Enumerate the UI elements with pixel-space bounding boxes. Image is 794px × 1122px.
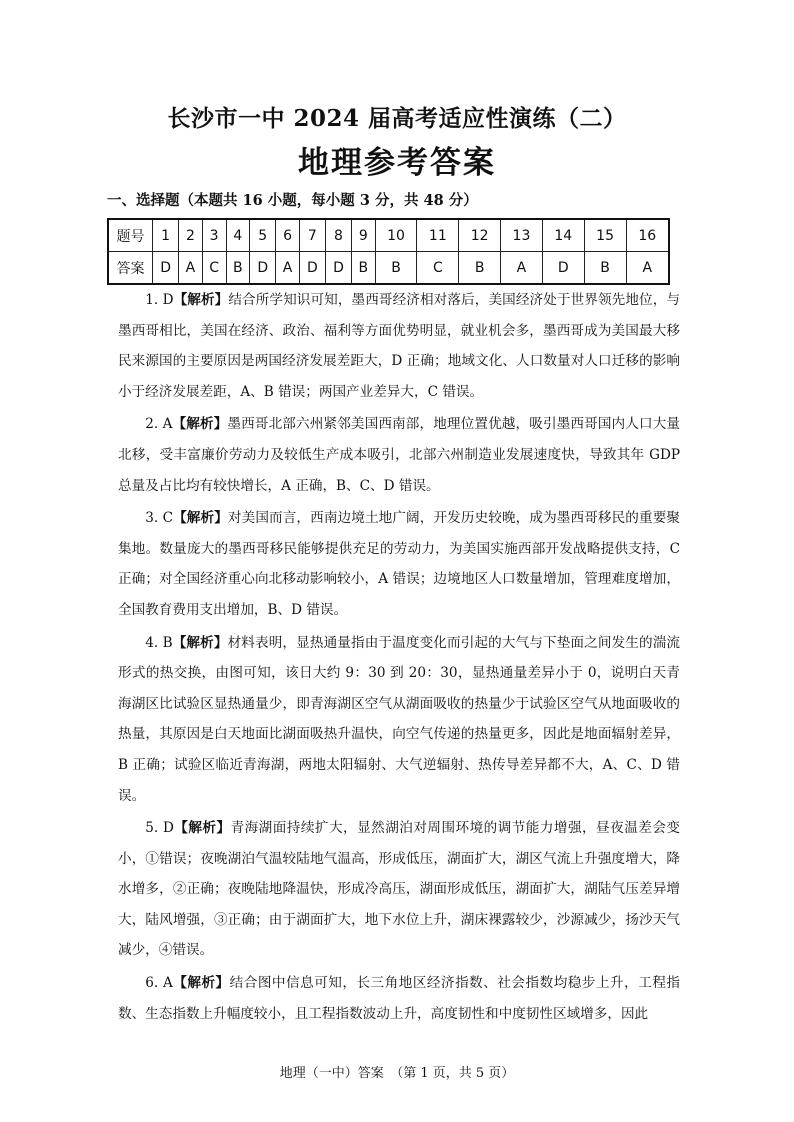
answer-cell: B [352, 252, 376, 285]
analysis-tag: 【解析】 [173, 820, 231, 837]
section-heading: 一、选择题（本题共 16 小题，每小题 3 分，共 48 分） [107, 192, 478, 209]
page-title: 地理参考答案 [298, 145, 496, 181]
question-number-cell: 13 [501, 219, 543, 252]
explanation-q5 [118, 813, 680, 966]
answer-cell: B [226, 252, 250, 285]
exam-title: 长沙市一中 2024 届高考适应性演练（二） [167, 105, 627, 132]
answer-cell: D [153, 252, 179, 285]
question-number-cell: 14 [542, 219, 584, 252]
question-answer-label: 2. A [145, 416, 173, 433]
explanation-q3 [118, 503, 680, 625]
explanations [118, 285, 680, 1031]
explanation-q6 [118, 968, 680, 1029]
question-number-cell: 7 [299, 219, 325, 252]
explanation-text: 墨西哥北部六州紧邻美国西南部，地理位置优越，吸引墨西哥国内人口大量北移，受丰富廉价劳动力及较低生产成本吸引，北部六州制造业发展速度快，导致其年 GDP 总量及占比均有较快增长，A 正确，B、C、D 错误。 [118, 416, 680, 494]
question-number-cell: 5 [250, 219, 276, 252]
question-number-cell: 6 [276, 219, 299, 252]
question-answer-label: 3. C [145, 510, 173, 527]
question-number-cell: 2 [179, 219, 202, 252]
question-number-cell: 4 [226, 219, 250, 252]
answer-cell: A [501, 252, 543, 285]
answer-cell: A [626, 252, 669, 285]
explanation-text: 青海湖面持续扩大，显然湖泊对周围环境的调节能力增强，昼夜温差会变小，①错误；夜晚湖泊气温较陆地气温高，形成低压，湖面扩大，湖区气流上升强度增大，降水增多，②正确；夜晚陆地降温快，形成冷高压，湖面形成低压，湖面扩大，湖陆气压差异增大，陆风增强，③正确；由于湖面扩大，地下水位上升，湖床裸露较少，沙源减少，扬沙天气减少，④错误。 [118, 820, 680, 959]
explanation-q1 [118, 285, 680, 407]
answer-row [108, 252, 669, 285]
answer-cell: D [542, 252, 584, 285]
question-number-row [108, 219, 669, 252]
question-number-cell: 15 [584, 219, 626, 252]
row-label-answer: 答案 [108, 252, 153, 285]
question-answer-label: 1. D [145, 292, 174, 308]
explanation-q4 [118, 628, 680, 812]
explanation-text: 对美国而言，西南边境土地广阔，开发历史较晚，成为墨西哥移民的重要聚集地。数量庞大的墨西哥移民能够提供充足的劳动力，为美国实施西部开发战略提供支持，C 正确；对全国经济重心向北移动影响较小，A 错误；边境地区人口数量增加，管理难度增加，全国教育费用支出增加，B、D 错误。 [118, 510, 680, 618]
analysis-tag: 【解析】 [173, 510, 228, 527]
answer-cell: B [375, 252, 417, 285]
answer-cell: B [459, 252, 501, 285]
answer-cell: D [299, 252, 325, 285]
question-number-cell: 10 [375, 219, 417, 252]
row-label-question-number: 题号 [108, 219, 153, 252]
answer-cell: D [250, 252, 276, 285]
analysis-tag: 【解析】 [172, 634, 228, 651]
explanation-text: 材料表明，显热通量指由于温度变化而引起的大气与下垫面之间发生的湍流形式的热交换，由图可知，该日大约 9：30 到 20：30，显热通量差异小于 0，说明白天青海湖区比试验区显热通量少，即青海湖区空气从湖面吸收的热量少于试验区空气从地面吸收的热量，其原因是白天地面比湖面吸热升温快，向空气传递的热量更多，因此是地面辐射差异，B 正确；试验区临近青海湖，两地太阳辐射、大气逆辐射、热传导差异都不大，A、C、D 错误。 [118, 634, 681, 804]
analysis-tag: 【解析】 [172, 975, 230, 992]
explanation-text: 结合所学知识可知，墨西哥经济相对落后，美国经济处于世界领先地位，与墨西哥相比，美国在经济、政治、福利等方面优势明显，就业机会多，墨西哥成为美国最大移民来源国的主要原因是两国经济发展差距大，D 正确；地域文化、人口数量对人口迁移的影响小于经济发展差距，A、B 错误；两国产业差异大，C 错误。 [118, 292, 681, 400]
question-number-cell: 12 [459, 219, 501, 252]
question-answer-label: 6. A [145, 975, 173, 992]
answer-cell: D [325, 252, 351, 285]
answer-cell: A [276, 252, 299, 285]
answer-cell: C [202, 252, 226, 285]
question-answer-label: 5. D [145, 820, 174, 837]
question-number-cell: 9 [352, 219, 376, 252]
explanation-q2 [118, 409, 680, 501]
question-number-cell: 1 [153, 219, 179, 252]
question-number-cell: 3 [202, 219, 226, 252]
question-number-cell: 8 [325, 219, 351, 252]
question-answer-label: 4. B [145, 634, 173, 651]
answer-cell: B [584, 252, 626, 285]
analysis-tag: 【解析】 [173, 292, 229, 308]
question-number-cell: 11 [417, 219, 459, 252]
answer-cell: A [179, 252, 202, 285]
answer-cell: C [417, 252, 459, 285]
page-footer: 地理（一中）答案 （第 1 页，共 5 页） [279, 1066, 515, 1081]
question-number-cell: 16 [626, 219, 669, 252]
analysis-tag: 【解析】 [172, 416, 228, 433]
answer-table [107, 218, 670, 285]
explanation-text: 结合图中信息可知，长三角地区经济指数、社会指数均稳步上升，工程指数、生态指数上升幅度较小，且工程指数波动上升，高度韧性和中度韧性区域增多，因此 [118, 975, 681, 1022]
